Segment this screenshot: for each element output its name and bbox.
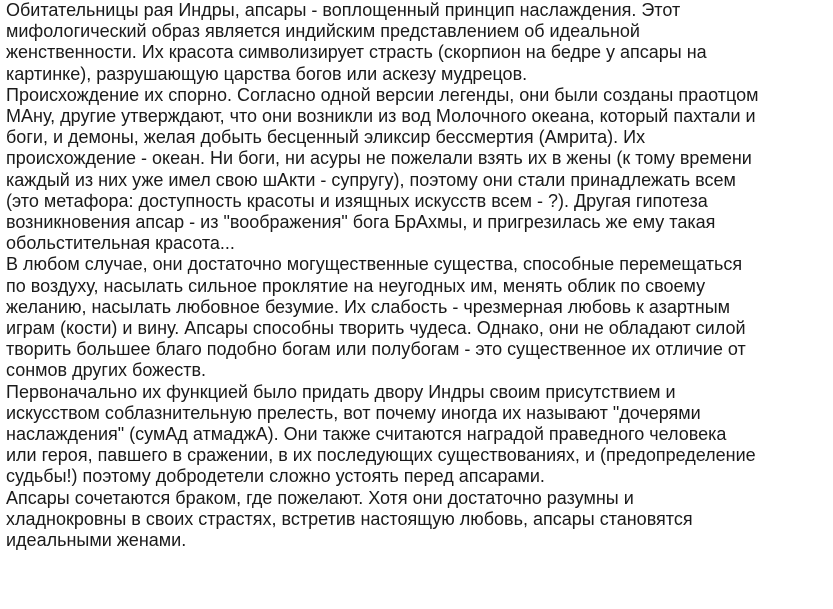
paragraph-origin: Происхождение их спорно. Согласно одной версии легенды, они были созданы праотцом МАну, другие утверждают, что они возникли из вод Молочного океана, который пахтали и боги, и демоны, желая добыть бесценный эликсир бессмертия (Амрита). Их происхождение - океан. Ни боги, ни асуры не пожелали взять их в жены (к тому времени каждый из них уже имел свою шАкти - супругу), поэтому они стали принадлежать всем (это метафора: доступность красоты и изящных искусств всем - ?). Другая гипотеза возникновения апсар - из "воображения" бога БрАхмы, и пригрезилась же ему такая обольстительная красота... (6, 84, 759, 254)
paragraph-function: Первоначально их функцией было придать двору Индры своим присутствием и искусством соблазнительную прелесть, вот почему иногда их называют "дочерями наслаждения" (сумАд атмаджА). Они также считаются наградой праведного человека или героя, павшего в сражении, в их последующих существованиях, и (предопределение судьбы!) поэтому добродетели сложно устоять перед апсарами. (6, 381, 756, 487)
paragraph-marriage: Апсары сочетаются браком, где пожелают. Хотя они достаточно разумны и хладнокровны в своих страстях, встретив настоящую любовь, апсары становятся идеальными женами. (6, 487, 693, 551)
paragraph-powers: В любом случае, они достаточно могущественные существа, способные перемещаться по воздуху, насылать сильное проклятие на неугодных им, менять облик по своему желанию, насылать любовное безумие. Их слабость - чрезмерная любовь к азартным играм (кости) и вину. Апсары способны творить чудеса. Однако, они не обладают силой творить большее благо подобно богам или полубогам - это существенное их отличие от сонмов других божеств. (6, 254, 746, 381)
paragraph-intro: Обитательницы рая Индры, апсары - воплощенный принцип наслаждения. Этот мифологический образ является индийским представлением об идеальной женственности. Их красота символизирует страсть (скорпион на бедре у апсары на картинке), разрушающую царства богов или аскезу мудрецов. (6, 0, 707, 84)
